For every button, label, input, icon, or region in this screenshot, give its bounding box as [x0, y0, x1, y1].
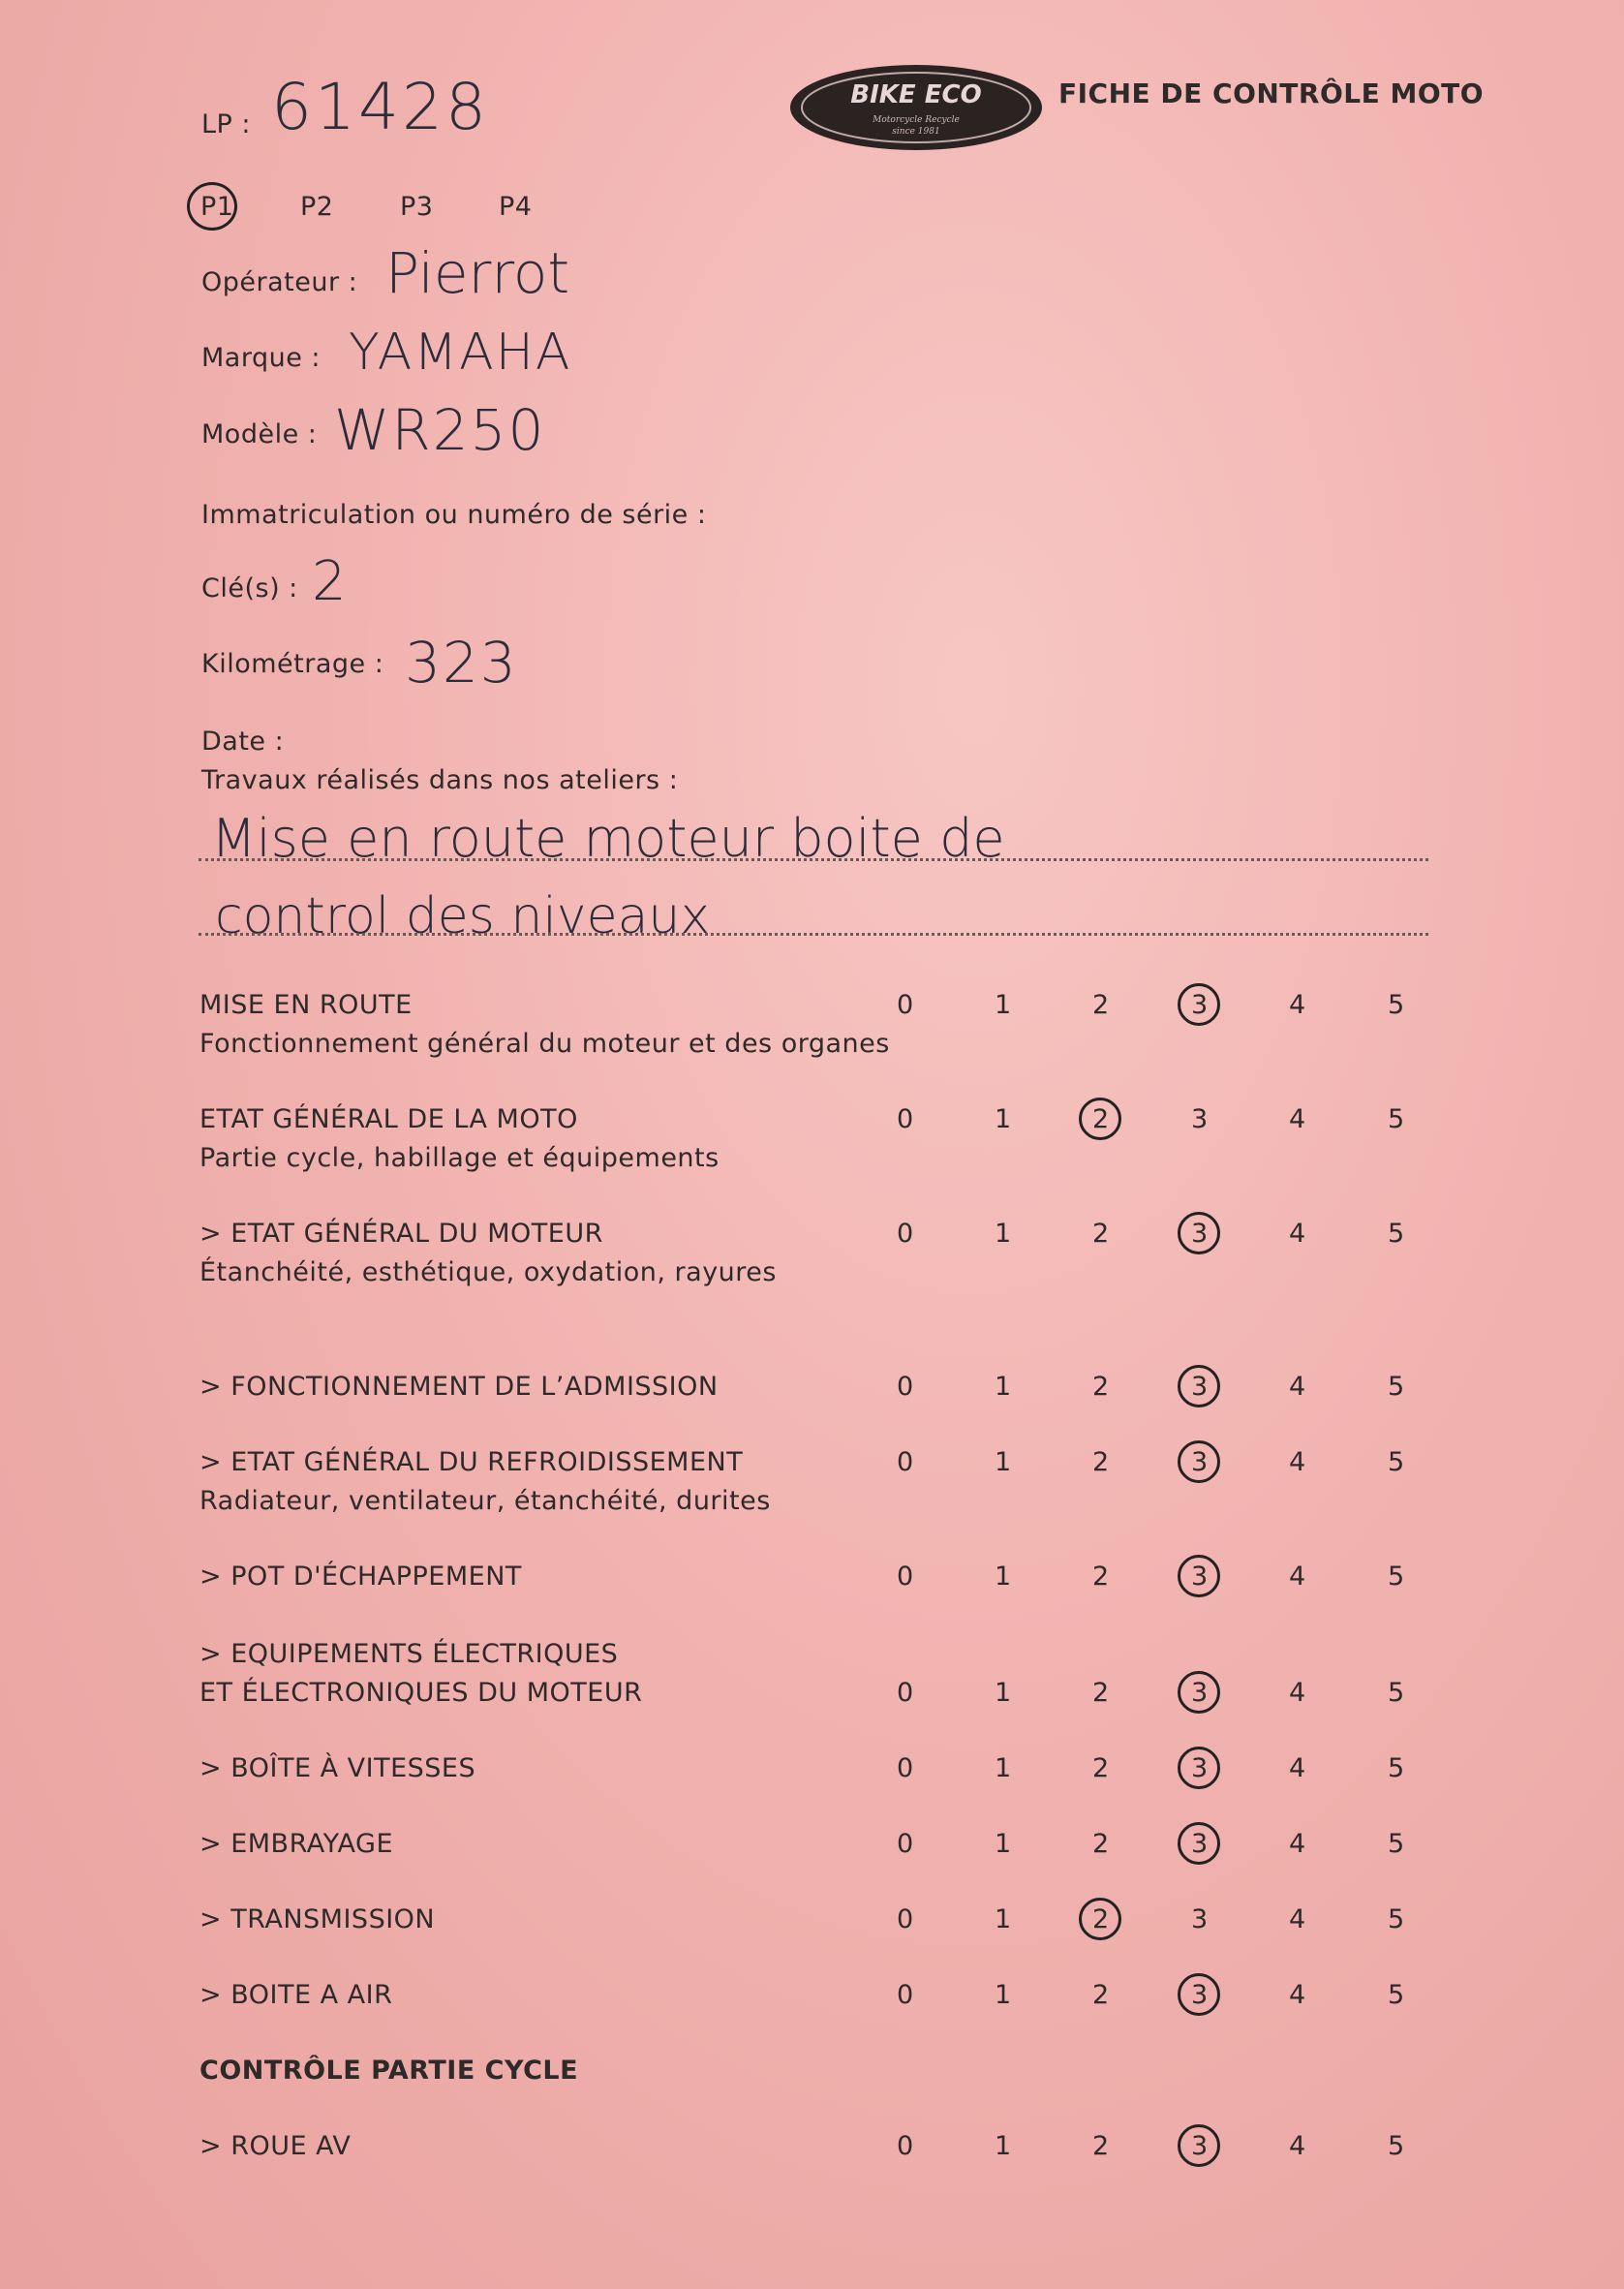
operateur-label: Opérateur :: [201, 267, 358, 297]
immat-label: Immatriculation ou numéro de série :: [201, 500, 707, 530]
form-title: FICHE DE CONTRÔLE MOTO: [1058, 77, 1485, 109]
score-option-5[interactable]: 5: [1388, 990, 1405, 1020]
score-option-2[interactable]: 2: [1092, 1904, 1110, 1934]
lp-label: LP :: [201, 109, 252, 139]
score-option-3[interactable]: 3: [1191, 1447, 1209, 1477]
score-option-1[interactable]: 1: [995, 2131, 1012, 2161]
score-option-4[interactable]: 4: [1289, 990, 1306, 1020]
modele-value[interactable]: WR250: [334, 397, 546, 463]
score-option-5[interactable]: 5: [1388, 1829, 1405, 1859]
score-option-3[interactable]: 3: [1191, 1904, 1209, 1934]
score-option-5[interactable]: 5: [1388, 1372, 1405, 1402]
score-option-3[interactable]: 3: [1191, 990, 1209, 1020]
score-option-2[interactable]: 2: [1092, 1372, 1110, 1402]
score-option-0[interactable]: 0: [897, 1447, 914, 1477]
score-option-3[interactable]: 3: [1191, 1104, 1209, 1134]
score-option-0[interactable]: 0: [897, 1980, 914, 2010]
row-title: > TRANSMISSION: [199, 1904, 436, 1934]
score-option-3[interactable]: 3: [1191, 1372, 1209, 1402]
cles-label: Clé(s) :: [201, 573, 298, 603]
score-option-3[interactable]: 3: [1191, 1980, 1209, 2010]
position-p4[interactable]: P4: [499, 192, 533, 222]
cles-value[interactable]: 2: [312, 550, 347, 613]
score-option-1[interactable]: 1: [995, 1904, 1012, 1934]
score-option-5[interactable]: 5: [1388, 1678, 1405, 1708]
date-label: Date :: [201, 727, 285, 757]
score-option-1[interactable]: 1: [995, 990, 1012, 1020]
score-option-1[interactable]: 1: [995, 1753, 1012, 1783]
score-option-4[interactable]: 4: [1289, 1447, 1306, 1477]
score-option-1[interactable]: 1: [995, 1980, 1012, 2010]
score-option-1[interactable]: 1: [995, 1104, 1012, 1134]
bike-eco-logo: [789, 64, 1044, 151]
travaux-label: Travaux réalisés dans nos ateliers :: [201, 765, 679, 795]
row-title: > BOÎTE À VITESSES: [199, 1753, 476, 1783]
score-option-5[interactable]: 5: [1388, 1980, 1405, 2010]
score-option-4[interactable]: 4: [1289, 1753, 1306, 1783]
marque-value[interactable]: YAMAHA: [349, 324, 572, 382]
row-title: > EMBRAYAGE: [199, 1829, 393, 1859]
row-subtitle: Radiateur, ventilateur, étanchéité, durites: [199, 1486, 771, 1516]
score-option-2[interactable]: 2: [1092, 1562, 1110, 1592]
score-option-1[interactable]: 1: [995, 1447, 1012, 1477]
row-title: > ETAT GÉNÉRAL DU MOTEUR: [199, 1219, 603, 1249]
row-subtitle: ET ÉLECTRONIQUES DU MOTEUR: [199, 1678, 643, 1708]
score-option-2[interactable]: 2: [1092, 990, 1110, 1020]
row-title: ETAT GÉNÉRAL DE LA MOTO: [199, 1104, 578, 1134]
position-p2[interactable]: P2: [300, 192, 334, 222]
marque-label: Marque :: [201, 343, 322, 373]
score-option-1[interactable]: 1: [995, 1829, 1012, 1859]
score-option-2[interactable]: 2: [1092, 1447, 1110, 1477]
score-option-2[interactable]: 2: [1092, 1678, 1110, 1708]
position-p1[interactable]: P1: [200, 192, 234, 222]
score-option-4[interactable]: 4: [1289, 1562, 1306, 1592]
score-option-2[interactable]: 2: [1092, 1104, 1110, 1134]
score-option-1[interactable]: 1: [995, 1678, 1012, 1708]
score-option-1[interactable]: 1: [995, 1372, 1012, 1402]
score-option-4[interactable]: 4: [1289, 1104, 1306, 1134]
score-option-2[interactable]: 2: [1092, 1829, 1110, 1859]
score-option-0[interactable]: 0: [897, 1753, 914, 1783]
score-option-5[interactable]: 5: [1388, 1447, 1405, 1477]
row-title: > EQUIPEMENTS ÉLECTRIQUES: [199, 1639, 619, 1669]
score-option-5[interactable]: 5: [1388, 1219, 1405, 1249]
score-option-0[interactable]: 0: [897, 1219, 914, 1249]
score-option-5[interactable]: 5: [1388, 1753, 1405, 1783]
operateur-value[interactable]: Pierrot: [385, 240, 570, 306]
travaux-line-2[interactable]: control des niveaux: [215, 887, 711, 945]
score-option-4[interactable]: 4: [1289, 1372, 1306, 1402]
score-option-0[interactable]: 0: [897, 1829, 914, 1859]
score-option-3[interactable]: 3: [1191, 1678, 1209, 1708]
km-value[interactable]: 323: [405, 630, 518, 696]
score-option-0[interactable]: 0: [897, 1372, 914, 1402]
score-option-3[interactable]: 3: [1191, 1829, 1209, 1859]
score-option-4[interactable]: 4: [1289, 1904, 1306, 1934]
score-option-0[interactable]: 0: [897, 2131, 914, 2161]
lp-value[interactable]: 61428: [271, 70, 489, 144]
score-option-4[interactable]: 4: [1289, 1219, 1306, 1249]
row-title: > BOITE A AIR: [199, 1980, 393, 2010]
km-label: Kilométrage :: [201, 649, 384, 679]
row-subtitle: Fonctionnement général du moteur et des organes: [199, 1029, 890, 1059]
score-option-2[interactable]: 2: [1092, 1980, 1110, 2010]
svg-text:Motorcycle Recycle: Motorcycle Recycle: [873, 115, 960, 125]
score-option-1[interactable]: 1: [995, 1219, 1012, 1249]
svg-text:BIKE ECO: BIKE ECO: [850, 80, 982, 109]
score-option-0[interactable]: 0: [897, 1904, 914, 1934]
travaux-dotted-line-2: [199, 933, 1428, 936]
row-title: > FONCTIONNEMENT DE L’ADMISSION: [199, 1372, 719, 1402]
score-option-2[interactable]: 2: [1092, 1753, 1110, 1783]
score-option-2[interactable]: 2: [1092, 1219, 1110, 1249]
score-option-3[interactable]: 3: [1191, 2131, 1209, 2161]
score-option-2[interactable]: 2: [1092, 2131, 1110, 2161]
score-option-5[interactable]: 5: [1388, 1104, 1405, 1134]
svg-text:since 1981: since 1981: [892, 127, 940, 137]
score-option-4[interactable]: 4: [1289, 1678, 1306, 1708]
score-option-3[interactable]: 3: [1191, 1753, 1209, 1783]
position-p3[interactable]: P3: [400, 192, 434, 222]
score-option-1[interactable]: 1: [995, 1562, 1012, 1592]
score-option-5[interactable]: 5: [1388, 2131, 1405, 2161]
score-option-0[interactable]: 0: [897, 1104, 914, 1134]
score-option-5[interactable]: 5: [1388, 1562, 1405, 1592]
score-option-3[interactable]: 3: [1191, 1562, 1209, 1592]
row-title: > POT D'ÉCHAPPEMENT: [199, 1562, 522, 1592]
travaux-dotted-line-1: [199, 858, 1428, 861]
row-title: MISE EN ROUTE: [199, 990, 413, 1020]
row-title: > ETAT GÉNÉRAL DU REFROIDISSEMENT: [199, 1447, 744, 1477]
row-subtitle: Étanchéité, esthétique, oxydation, rayures: [199, 1257, 777, 1287]
score-option-3[interactable]: 3: [1191, 1219, 1209, 1249]
score-option-4[interactable]: 4: [1289, 2131, 1306, 2161]
score-option-0[interactable]: 0: [897, 1562, 914, 1592]
score-option-5[interactable]: 5: [1388, 1904, 1405, 1934]
score-option-4[interactable]: 4: [1289, 1980, 1306, 2010]
section-partie-cycle-title: CONTRÔLE PARTIE CYCLE: [199, 2056, 579, 2086]
modele-label: Modèle :: [201, 419, 318, 449]
travaux-line-1[interactable]: Mise en route moteur boite de: [211, 808, 1005, 869]
score-option-4[interactable]: 4: [1289, 1829, 1306, 1859]
row-subtitle: Partie cycle, habillage et équipements: [199, 1143, 720, 1173]
row-title: > ROUE AV: [199, 2131, 352, 2161]
score-option-0[interactable]: 0: [897, 990, 914, 1020]
score-option-0[interactable]: 0: [897, 1678, 914, 1708]
